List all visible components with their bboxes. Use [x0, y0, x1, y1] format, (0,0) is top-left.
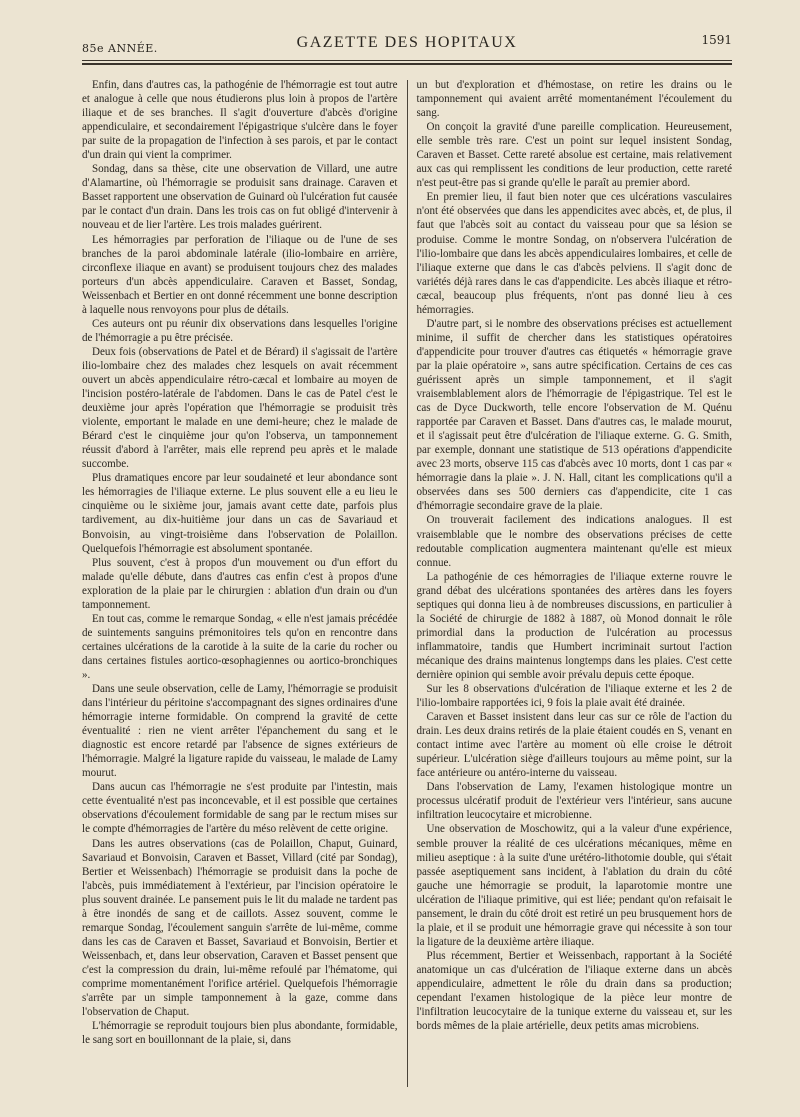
article-columns — [82, 78, 732, 1107]
page-number: 1591 — [701, 33, 732, 47]
paragraph: Une observation de Moschowitz, qui a la valeur d'une expérience, semble prouver la réalité de ces ulcérations mécaniques, même en milieu aseptique : à la suite d'une urétéro-lithotomie double, qui s'était passée aseptiquement sans incident, à l'ablation du drain du côté gauche une hémorragie se produit, la laparotomie montre une ulcération de l'iliaque primitive, qui est liée; pendant qu'on refaisait le pansement, le drain du côté droit est retiré un peu brusquement hors de la plaie, et il se produit une hémorragie grave qui nécessite à son tour la ligature de la deuxième artère iliaque. — [416, 823, 732, 948]
journal-title: GAZETTE DES HOPITAUX — [296, 34, 518, 51]
header-rule-thin — [82, 60, 732, 61]
issue-year: 85e ANNÉE. — [82, 42, 158, 55]
paragraph: Dans l'observation de Lamy, l'examen histologique montre un processus ulcératif produit de l'extérieur vers l'intérieur, sans aucune infiltration leucocytaire et microbienne. — [416, 781, 732, 822]
paragraph: Caraven et Basset insistent dans leur cas sur ce rôle de l'action du drain. Les deux drains retirés de la plaie étaient coudés en S, venant en contact intime avec l'artère au moment où elle croise le détroit supérieur. L'ulcération siège d'ailleurs toujours au même point, sur la face antérieure ou antéro-interne du vaisseau. — [416, 711, 732, 780]
paragraph: Deux fois (observations de Patel et de Bérard) il s'agissait de l'artère ilio-lombaire chez des malades chez lesquels on avait récemment ouvert un abcès appendiculaire rétro-cæcal et lombaire au moyen de l'incision postéro-latérale de l'abdomen. Dans le cas de Patel c'est le deuxième jour après l'opération que l'hémorragie se produisit très violente, emportant le malade en une demi-heure; chez le malade de Bérard c'est le cinquième jour qu'on l'observa, un tamponnement réussit d'abord à l'arrêter, mais elle reprend peu après et le malade succombe. — [82, 345, 398, 471]
paragraph: On trouverait facilement des indications analogues. Il est vraisemblable que le nombre des observations précises de cette redoutable complication augmentera maintenant qu'elle est mieux connue. — [416, 514, 732, 569]
paragraph: Plus récemment, Bertier et Weissenbach, rapportant à la Société anatomique un cas d'ulcération de l'iliaque externe dans un abcès appendiculaire, admettent le rôle du drain dans sa production; cependant l'examen histologique de la pièce leur montre de l'infiltration leucocytaire de la tunique externe du vaisseau et, sur les bords mêmes de la plaie artérielle, deux petits amas microbiens. — [416, 949, 732, 1033]
paragraph: Ces auteurs ont pu réunir dix observations dans lesquelles l'origine de l'hémorragie a pu être précisée. — [82, 317, 398, 344]
paragraph: La pathogénie de ces hémorragies de l'iliaque externe rouvre le grand débat des ulcérations spontanées des artères dans les foyers septiques qui donna lieu à de nombreuses discussions, en particulier à la Société de chirurgie de 1882 à 1887, où Monod donnait le rôle primordial dans la production de l'ulcération au processus inflammatoire, tandis que Humbert incriminait surtout l'action mécanique des drains maintenus longtemps dans les plaies. C'est cette dernière opinion qui semble avoir prévalu depuis cette époque. — [416, 570, 732, 681]
paragraph-continued: un but d'exploration et d'hémostase, on retire les drains ou le tamponnement qui avaient arrêté momentanément l'écoulement du sang. — [416, 79, 732, 120]
header-rule-thick — [82, 63, 732, 65]
paragraph: Enfin, dans d'autres cas, la pathogénie de l'hémorragie est tout autre et analogue à celle que nous étudierons plus loin à propos de l'artère iliaque et de ses branches. Il s'agit d'ouverture d'abcès d'origine appendiculaire, et secondairement l'épigastrique s'ulcère dans le foyer par suite de la propagation de l'infection à ses parois, et par le contact d'un drain qui vient la comprimer. — [82, 79, 398, 162]
paragraph: On conçoit la gravité d'une pareille complication. Heureusement, elle semble très rare. C'est un point sur lequel insistent Sondag, Caraven et Basset. Cette rareté absolue est certaine, mais relativement aux cas qui remplissent les conditions de leur production, cette rareté n'est peut-être pas si grande qu'elle le paraît au premier abord. — [416, 121, 732, 190]
right-column — [408, 78, 733, 1107]
paragraph: Dans une seule observation, celle de Lamy, l'hémorragie se produisit dans l'intérieur du péritoine s'accompagnant des signes ordinaires d'une hémorragie interne formidable. On comprend la gravité de cette éventualité : rien ne vient arrêter l'épanchement du sang et le diagnostic est encore retardé par l'absence de signes extérieurs de l'hémorragie. Malgré la ligature rapide du vaisseau, le malade de Lamy mourut. — [82, 683, 398, 780]
paragraph: Plus souvent, c'est à propos d'un mouvement ou d'un effort du malade qu'elle débute, dans d'autres cas enfin c'est à propos d'une exploration de la plaie par le chirurgien : ablation d'un drain ou d'un tamponnement. — [82, 556, 398, 611]
paragraph: En tout cas, comme le remarque Sondag, « elle n'est jamais précédée de suintements sanguins prémonitoires tels qu'on en rencontre dans certaines ulcérations de la carotide à la suite de la carie du rocher ou dans certaines fistules aortico-œsophagiennes ou aortico-bronchiques ». — [82, 612, 398, 681]
paragraph: Dans aucun cas l'hémorragie ne s'est produite par l'intestin, mais cette éventualité n'est pas inconcevable, et il est possible que certaines observations d'écoulement formidable de sang par le rectum mises sur le compte d'hémorragies de l'artère du méso relèvent de cette origine. — [82, 781, 398, 836]
paragraph: D'autre part, si le nombre des observations précises est actuellement minime, il suffit de chercher dans les statistiques opératoires d'appendicite pour trouver d'autres cas étiquetés « hémorragie grave par la plaie opératoire », sans autre spécification. Certains de ces cas guérissent après un simple tamponnement, et il s'agit vraisemblablement alors de l'hémorragie de l'épigastrique. Tel est le cas de Dyce Duckworth, telle encore l'observation de M. Quénu rapportée par Caraven et Basset. Dans d'autres cas, le malade mourut, et il s'agissait peut être d'ulcération de l'iliaque externe. G. G. Smith, par exemple, donnant une statistique de 513 opérations d'appendicite avec 23 morts, observe 115 cas d'abcès avec 10 morts, dont 1 cas par « hémorragie dans la plaie ». J. N. Hall, citant les complications qu'il a observées dans ses 500 derniers cas d'appendicite, cite 1 cas d'hémorragie secondaire grave de la plaie. — [416, 317, 732, 513]
paragraph: Dans les autres observations (cas de Polaillon, Chaput, Guinard, Savariaud et Bonvoisin, Caraven et Basset, Villard (cité par Sondag), Bertier et Weissenbach) l'hémorragie se produisit dans la poche de l'abcès, puis immédiatement à l'extérieur, par l'incision opératoire le plus souvent drainée. Le pansement puis le lit du malade ne tardent pas à être inondés de sang et de caillots. Assez souvent, comme le remarque Sondag, l'écoulement sanguin s'arrête de lui-même, comme dans les cas de Caraven et Basset, Savariaud et Bonvoisin, Bertier et Weissenbach, et, dans leur observation, Caraven et Basset pensent que c'est la compression du drain, lui-même refoulé par l'hématome, qui comprime momentanément l'orifice artériel. Quelquefois l'hémorragie s'arrête par un simple tamponnement à la gaze, comme dans l'observation de Chaput. — [82, 837, 398, 1019]
paragraph: Plus dramatiques encore par leur soudaineté et leur abondance sont les hémorragies de l'iliaque externe. Le plus souvent elle a eu lieu le cinquième ou le sixième jour, jamais avant cette date, parfois plus tardivement, au dix-huitième jour dans un cas de Savariaud et Bonvoisin, au vingt-troisième dans l'observation de Polaillon. Quelquefois l'hémorragie est absolument spontanée. — [82, 472, 398, 555]
page-header — [82, 0, 732, 58]
paragraph: L'hémorragie se reproduit toujours bien plus abondante, formidable, le sang sort en bouillonnant de la plaie, si, dans — [82, 1020, 398, 1047]
left-column — [82, 78, 407, 1107]
paragraph: Sur les 8 observations d'ulcération de l'iliaque externe et les 2 de l'ilio-lombaire rapportées ici, 9 fois la plaie avait été drainée. — [416, 683, 732, 710]
paragraph: Sondag, dans sa thèse, cite une observation de Villard, une autre d'Alamartine, où l'hémorragie se produisit sans drainage. Caraven et Basset rapportent une observation de Guinard où l'ulcération fut causée par le contact d'un drain. Dans les trois cas on fut obligé d'intervenir à nouveau et de lier l'artère. Les trois malades guérirent. — [82, 163, 398, 232]
paragraph: En premier lieu, il faut bien noter que ces ulcérations vasculaires n'ont été observées que dans les appendicites avec abcès, et, de plus, il faut que l'abcès soit au contact du vaisseau pour que sa lésion se produise. Comme le montre Sondag, on n'observera l'ulcération de l'ilio-lombaire que dans les abcès appendiculaires lombaires, et celle de l'iliaque externe que dans le cas d'abcès pelviens. Il s'agit donc de variétés déjà rares dans le cas d'appendicite. Les abcès iliaque et rétro-cæcal, beaucoup plus fréquents, n'ont pas donné lieu à ces hémorragies. — [416, 191, 732, 316]
paragraph: Les hémorragies par perforation de l'iliaque ou de l'une de ses branches de la paroi abdominale latérale (ilio-lombaire en arrière, circonflexe iliaque en avant) se produisent toujours chez des malades porteurs d'un abcès appendiculaire. Caraven et Basset, Sondag, Weissenbach et Bertier en ont donné récemment une bonne description à laquelle nous renvoyons pour plus de détails. — [82, 233, 398, 316]
